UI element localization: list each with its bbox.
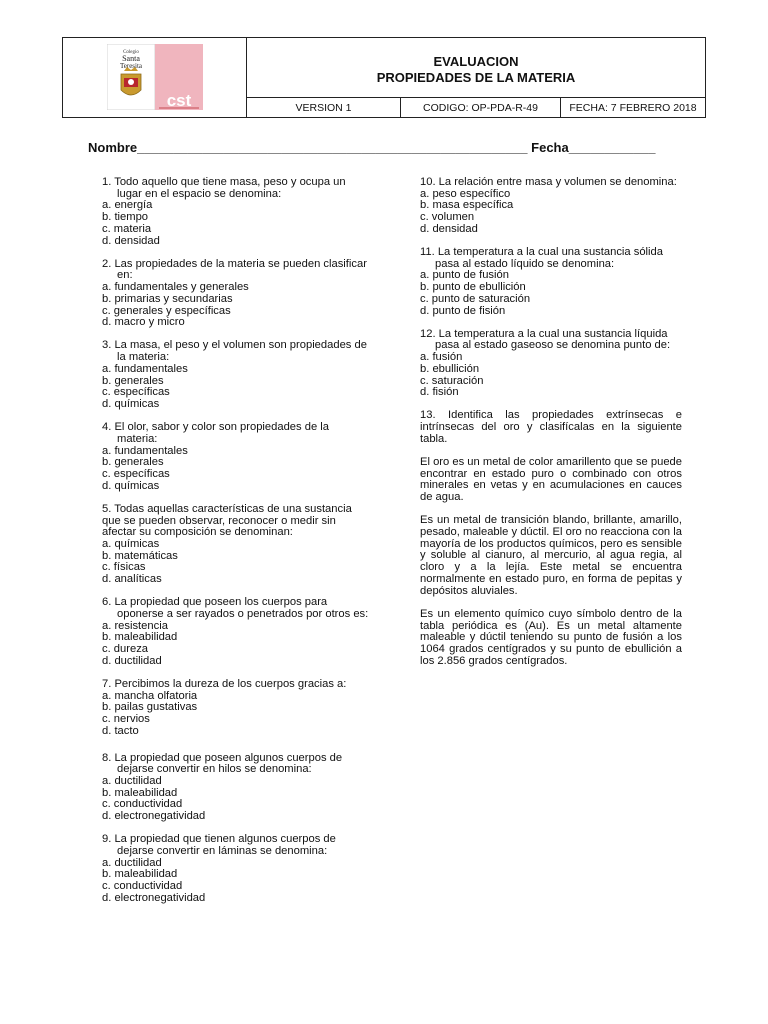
codigo-cell: CODIGO: OP-PDA-R-49	[401, 98, 561, 117]
right-questions	[420, 177, 682, 399]
question-stem: 7. Percibimos la dureza de los cuerpos gracias a:	[102, 678, 347, 691]
left-column	[102, 177, 372, 916]
answer-option: c. específicas	[102, 386, 170, 399]
svg-text:cst: cst	[166, 91, 192, 110]
svg-text:Santa: Santa	[122, 54, 140, 63]
answer-option: a. resistencia	[102, 619, 168, 632]
answer-option: c. dureza	[102, 643, 149, 656]
question-block	[102, 834, 372, 904]
answer-option: c. físicas	[102, 561, 146, 574]
gold-paragraph-3: Es un elemento químico cuyo símbolo dentro de la tabla periódica es (Au). Es un metal altamente maleable y dúctil teniendo su punto de fusión a los 1064 grados centígrados y su punto de ebullición a los 2.856 grados centígrados.	[420, 607, 682, 667]
answer-option: c. generales y específicas	[102, 304, 231, 317]
answer-option: c. saturación	[420, 374, 484, 387]
answer-option: c. conductividad	[102, 798, 183, 811]
question-block	[102, 597, 372, 667]
answer-option: b. maleabilidad	[102, 631, 178, 644]
answer-option: c. punto de saturación	[420, 292, 531, 305]
right-column	[420, 177, 682, 679]
answer-option: d. macro y micro	[102, 316, 185, 329]
question-block	[420, 247, 682, 317]
answer-option: c. volumen	[420, 211, 475, 224]
svg-text:Colegio: Colegio	[123, 50, 139, 55]
question-stem: 2. Las propiedades de la materia se pueden clasificar en:	[102, 257, 367, 282]
question-stem: 6. La propiedad que poseen los cuerpos para oponerse a ser rayados o penetrados por otros es:	[102, 596, 369, 620]
answer-option: a. energía	[102, 199, 153, 212]
gold-paragraph-2: Es un metal de transición blando, brillante, amarillo, pesado, maleable y dúctil. El oro no reacciona con la mayoría de los productos químicos, pero es sensible y soluble al cianuro, al mercurio, al agua regia, al cloro y a la lejía. Este metal se encuentra normalmente en estado puro, en forma de pepitas y depósitos aluviales.	[420, 514, 682, 597]
meta-row	[247, 98, 705, 117]
answer-option: c. nervios	[102, 713, 150, 726]
answer-option: b. generales	[102, 456, 164, 469]
question-stem: 9. La propiedad que tienen algunos cuerpos de dejarse convertir en láminas se denomina:	[102, 833, 336, 857]
answer-option: a. fundamentales y generales	[102, 281, 249, 294]
answer-option: b. ebullición	[420, 362, 480, 375]
answer-option: a. ductilidad	[102, 774, 162, 787]
question-block	[102, 340, 372, 410]
question-block	[102, 177, 372, 247]
answer-option: b. tiempo	[102, 211, 149, 224]
answer-option: a. fundamentales	[102, 444, 188, 457]
question-stem: 8. La propiedad que poseen algunos cuerpos de dejarse convertir en hilos se denomina:	[102, 751, 343, 776]
question-stem: 1. Todo aquello que tiene masa, peso y ocupa un lugar en el espacio se denomina:	[102, 176, 346, 200]
answer-option: a. fundamentales	[102, 362, 188, 375]
answer-option: b. generales	[102, 374, 164, 387]
question-stem: 10. La relación entre masa y volumen se denomina:	[420, 176, 677, 188]
answer-option: d. ductilidad	[102, 654, 162, 667]
doc-subtitle: PROPIEDADES DE LA MATERIA	[376, 70, 576, 85]
answer-option: a. ductilidad	[102, 856, 162, 869]
question-block	[102, 504, 372, 586]
answer-option: b. masa específica	[420, 199, 514, 212]
header-table	[62, 37, 706, 118]
answer-option: b. punto de ebullición	[420, 281, 526, 294]
question-block	[420, 329, 682, 399]
answer-option: d. punto de fisión	[420, 304, 506, 317]
answer-option: d. electronegatividad	[102, 891, 206, 904]
question-block	[102, 259, 372, 329]
svg-text:Teresita: Teresita	[119, 62, 143, 70]
answer-option: d. electronegatividad	[102, 810, 206, 823]
name-date-line: Nombre______________________________________________________ Fecha____________	[88, 140, 656, 155]
question-block	[102, 679, 372, 738]
fecha-cell: FECHA: 7 FEBRERO 2018	[569, 101, 697, 114]
question-13-stem: 13. Identifica las propiedades extrínsecas e intrínsecas del oro y clasifícalas en la siguiente tabla.	[420, 409, 682, 445]
question-stem: 3. La masa, el peso y el volumen son propiedades de la materia:	[102, 339, 367, 364]
question-block	[102, 753, 372, 823]
answer-option: d. analíticas	[102, 573, 162, 586]
answer-option: b. pailas gustativas	[102, 701, 198, 714]
version-cell: VERSION 1	[247, 98, 401, 117]
answer-option: a. peso específico	[420, 187, 511, 200]
doc-title: EVALUACION	[433, 54, 519, 69]
answer-option: c. materia	[102, 222, 152, 235]
school-logo	[107, 44, 203, 110]
logo-cell	[63, 38, 247, 117]
answer-option: a. mancha olfatoria	[102, 689, 198, 702]
answer-option: d. densidad	[102, 234, 160, 247]
answer-option: d. densidad	[420, 222, 478, 235]
answer-option: d. químicas	[102, 397, 160, 410]
question-stem: 5. Todas aquellas características de una sustancia que se pueden observar, reconocer o medir sin afectar su composición se denominan:	[102, 502, 352, 539]
answer-option: a. fusión	[420, 351, 463, 364]
title-cell	[247, 38, 705, 98]
answer-option: b. matemáticas	[102, 549, 178, 562]
question-block	[102, 422, 372, 492]
answer-option: c. conductividad	[102, 880, 183, 893]
question-stem: 11. La temperatura a la cual una sustancia sólida pasa al estado líquido se denomina:	[420, 246, 663, 270]
answer-option: c. específicas	[102, 467, 170, 480]
answer-option: b. primarias y secundarias	[102, 292, 233, 305]
question-block	[420, 177, 682, 236]
answer-option: d. tacto	[102, 724, 139, 737]
answer-option: a. punto de fusión	[420, 269, 509, 282]
answer-option: b. maleabilidad	[102, 868, 178, 881]
answer-option: a. químicas	[102, 537, 160, 550]
answer-option: d. químicas	[102, 479, 160, 492]
question-13	[420, 410, 682, 667]
question-stem: 12. La temperatura a la cual una sustancia líquida pasa al estado gaseoso se denomina punto de:	[420, 327, 671, 352]
answer-option: d. fisión	[420, 386, 459, 399]
question-stem: 4. El olor, sabor y color son propiedades de la materia:	[102, 421, 329, 445]
gold-paragraph-1: El oro es un metal de color amarillento que se puede encontrar en estado puro o combinado con otros minerales en vetas y en acumulaciones en cauces de agua.	[420, 456, 682, 504]
answer-option: b. maleabilidad	[102, 786, 178, 799]
